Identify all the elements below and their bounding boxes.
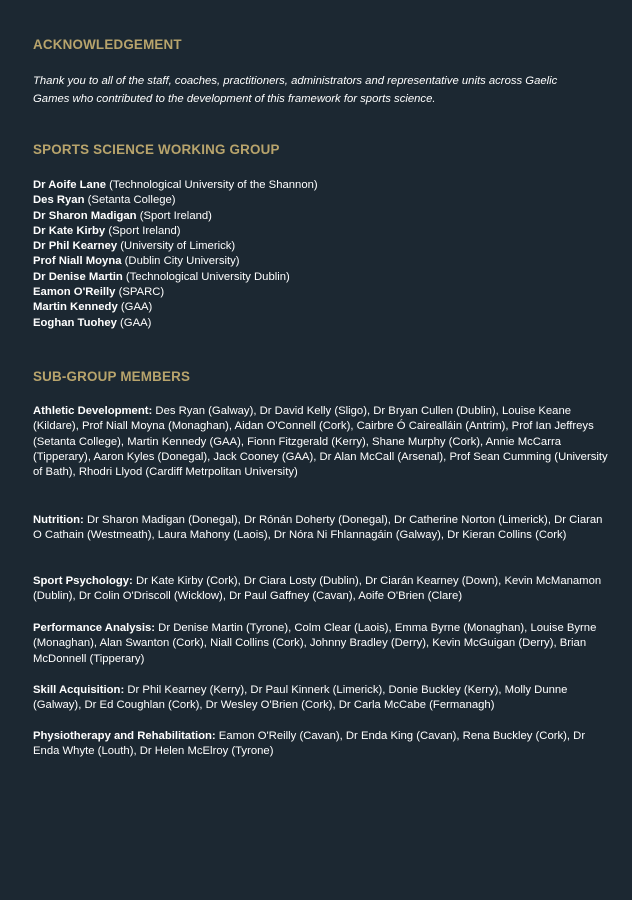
member-affiliation: (SPARC) bbox=[118, 286, 165, 299]
member-affiliation: (Sport Ireland) bbox=[108, 224, 181, 237]
list-item bbox=[33, 285, 318, 300]
member-name: Dr Kate Kirby bbox=[33, 224, 106, 237]
subgroup-label: Nutrition: bbox=[33, 514, 84, 526]
acknowledgement-heading: ACKNOWLEDGEMENT bbox=[33, 37, 182, 52]
subgroup-label: Skill Acquisition: bbox=[33, 684, 125, 696]
subgroup-members: Dr Phil Kearney (Kerry), Dr Paul Kinnerk (Limerick), Donie Buckley (Kerry), Molly Dunne (Galway), Dr Ed Coughlan (Cork), Dr Wesley O'Brien (Cork), Dr Carla McCabe (Fermanagh) bbox=[33, 684, 568, 712]
list-item bbox=[33, 209, 318, 224]
subgroup-nutrition bbox=[33, 513, 613, 544]
member-name: Dr Phil Kearney bbox=[33, 240, 118, 253]
member-name: Dr Sharon Madigan bbox=[33, 209, 137, 222]
list-item bbox=[33, 270, 318, 285]
member-name: Eoghan Tuohey bbox=[33, 316, 117, 329]
member-affiliation: (Sport Ireland) bbox=[139, 209, 212, 222]
list-item bbox=[33, 178, 318, 193]
list-item bbox=[33, 224, 318, 239]
subgroup-label: Sport Psychology: bbox=[33, 575, 133, 587]
member-name: Eamon O'Reilly bbox=[33, 286, 116, 299]
subgroup-physiotherapy-rehabilitation bbox=[33, 729, 613, 760]
member-affiliation: (Dublin City University) bbox=[124, 255, 240, 268]
working-group-list bbox=[33, 178, 318, 331]
member-name: Prof Niall Moyna bbox=[33, 255, 122, 268]
subgroup-label: Athletic Development: bbox=[33, 405, 153, 417]
subgroup-members: Eamon O'Reilly (Cavan), Dr Enda King (Cavan), Rena Buckley (Cork), Dr Enda Whyte (Louth), Dr Helen McElroy (Tyrone) bbox=[33, 730, 586, 758]
member-affiliation: (GAA) bbox=[120, 301, 153, 314]
working-group-heading: SPORTS SCIENCE WORKING GROUP bbox=[33, 142, 280, 157]
member-affiliation: (Technological University of the Shannon) bbox=[109, 179, 318, 191]
member-name: Martin Kennedy bbox=[33, 301, 118, 314]
subgroup-label: Physiotherapy and Rehabilitation: bbox=[33, 730, 216, 742]
member-name: Dr Denise Martin bbox=[33, 270, 123, 283]
subgroup-members: Des Ryan (Galway), Dr David Kelly (Sligo), Dr Bryan Cullen (Dublin), Louise Keane (Kildare), Prof Niall Moyna (Monaghan), Aidan O'Connell (Cork), Cairbre Ó Cairealláin (Antrim), Prof Ian Jeffreys (Setanta College), Martin Kennedy (GAA), Fionn Fitzgerald (Kerry), Shane Murphy (Cork), Annie McCarra (Tipperary), Aaron Kyles (Donegal), Jack Cooney (GAA), Dr Alan McCall (Arsenal), Prof Sean Cumming (University of Bath), Rhodri Llyod (Cardiff Metrpolitan University) bbox=[33, 405, 608, 479]
list-item bbox=[33, 300, 318, 315]
sub-group-heading: SUB-GROUP MEMBERS bbox=[33, 369, 191, 384]
subgroup-members: Dr Sharon Madigan (Donegal), Dr Rónán Doherty (Donegal), Dr Catherine Norton (Limerick), Dr Ciaran O Cathain (Westmeath), Laura Mahony (Laois), Dr Nóra Ni Fhlannagáin (Galway), Dr Kieran Collins (Cork) bbox=[33, 514, 603, 542]
list-item bbox=[33, 254, 318, 269]
subgroup-members: Dr Kate Kirby (Cork), Dr Ciara Losty (Dublin), Dr Ciarán Kearney (Down), Kevin McManamon (Dublin), Dr Colin O'Driscoll (Wicklow), Dr Paul Gaffney (Cavan), Aoife O'Brien (Clare) bbox=[33, 575, 602, 603]
subgroup-label: Performance Analysis: bbox=[33, 622, 156, 634]
member-affiliation: (Technological University Dublin) bbox=[125, 270, 290, 283]
member-affiliation: (Setanta College) bbox=[87, 194, 176, 207]
list-item bbox=[33, 316, 318, 331]
acknowledgement-text: Thank you to all of the staff, coaches, practitioners, administrators and representative units across Gaelic Games who contributed to the development of this framework for sports science. bbox=[33, 75, 558, 105]
subgroup-sport-psychology bbox=[33, 574, 613, 605]
subgroup-skill-acquisition bbox=[33, 683, 613, 714]
member-affiliation: (University of Limerick) bbox=[120, 240, 236, 253]
subgroup-athletic-development bbox=[33, 404, 613, 480]
subgroup-performance-analysis bbox=[33, 621, 613, 667]
list-item bbox=[33, 239, 318, 254]
subgroup-members: Dr Denise Martin (Tyrone), Colm Clear (Laois), Emma Byrne (Monaghan), Louise Byrne (Monaghan), Alan Swanton (Cork), Niall Collins (Cork), Johnny Bradley (Derry), Kevin McGuigan (Derry), Brian McDonnell (Tipperary) bbox=[33, 622, 597, 665]
member-affiliation: (GAA) bbox=[120, 316, 152, 329]
member-name: Des Ryan bbox=[33, 194, 85, 207]
list-item bbox=[33, 193, 318, 208]
member-name: Dr Aoife Lane bbox=[33, 179, 107, 191]
